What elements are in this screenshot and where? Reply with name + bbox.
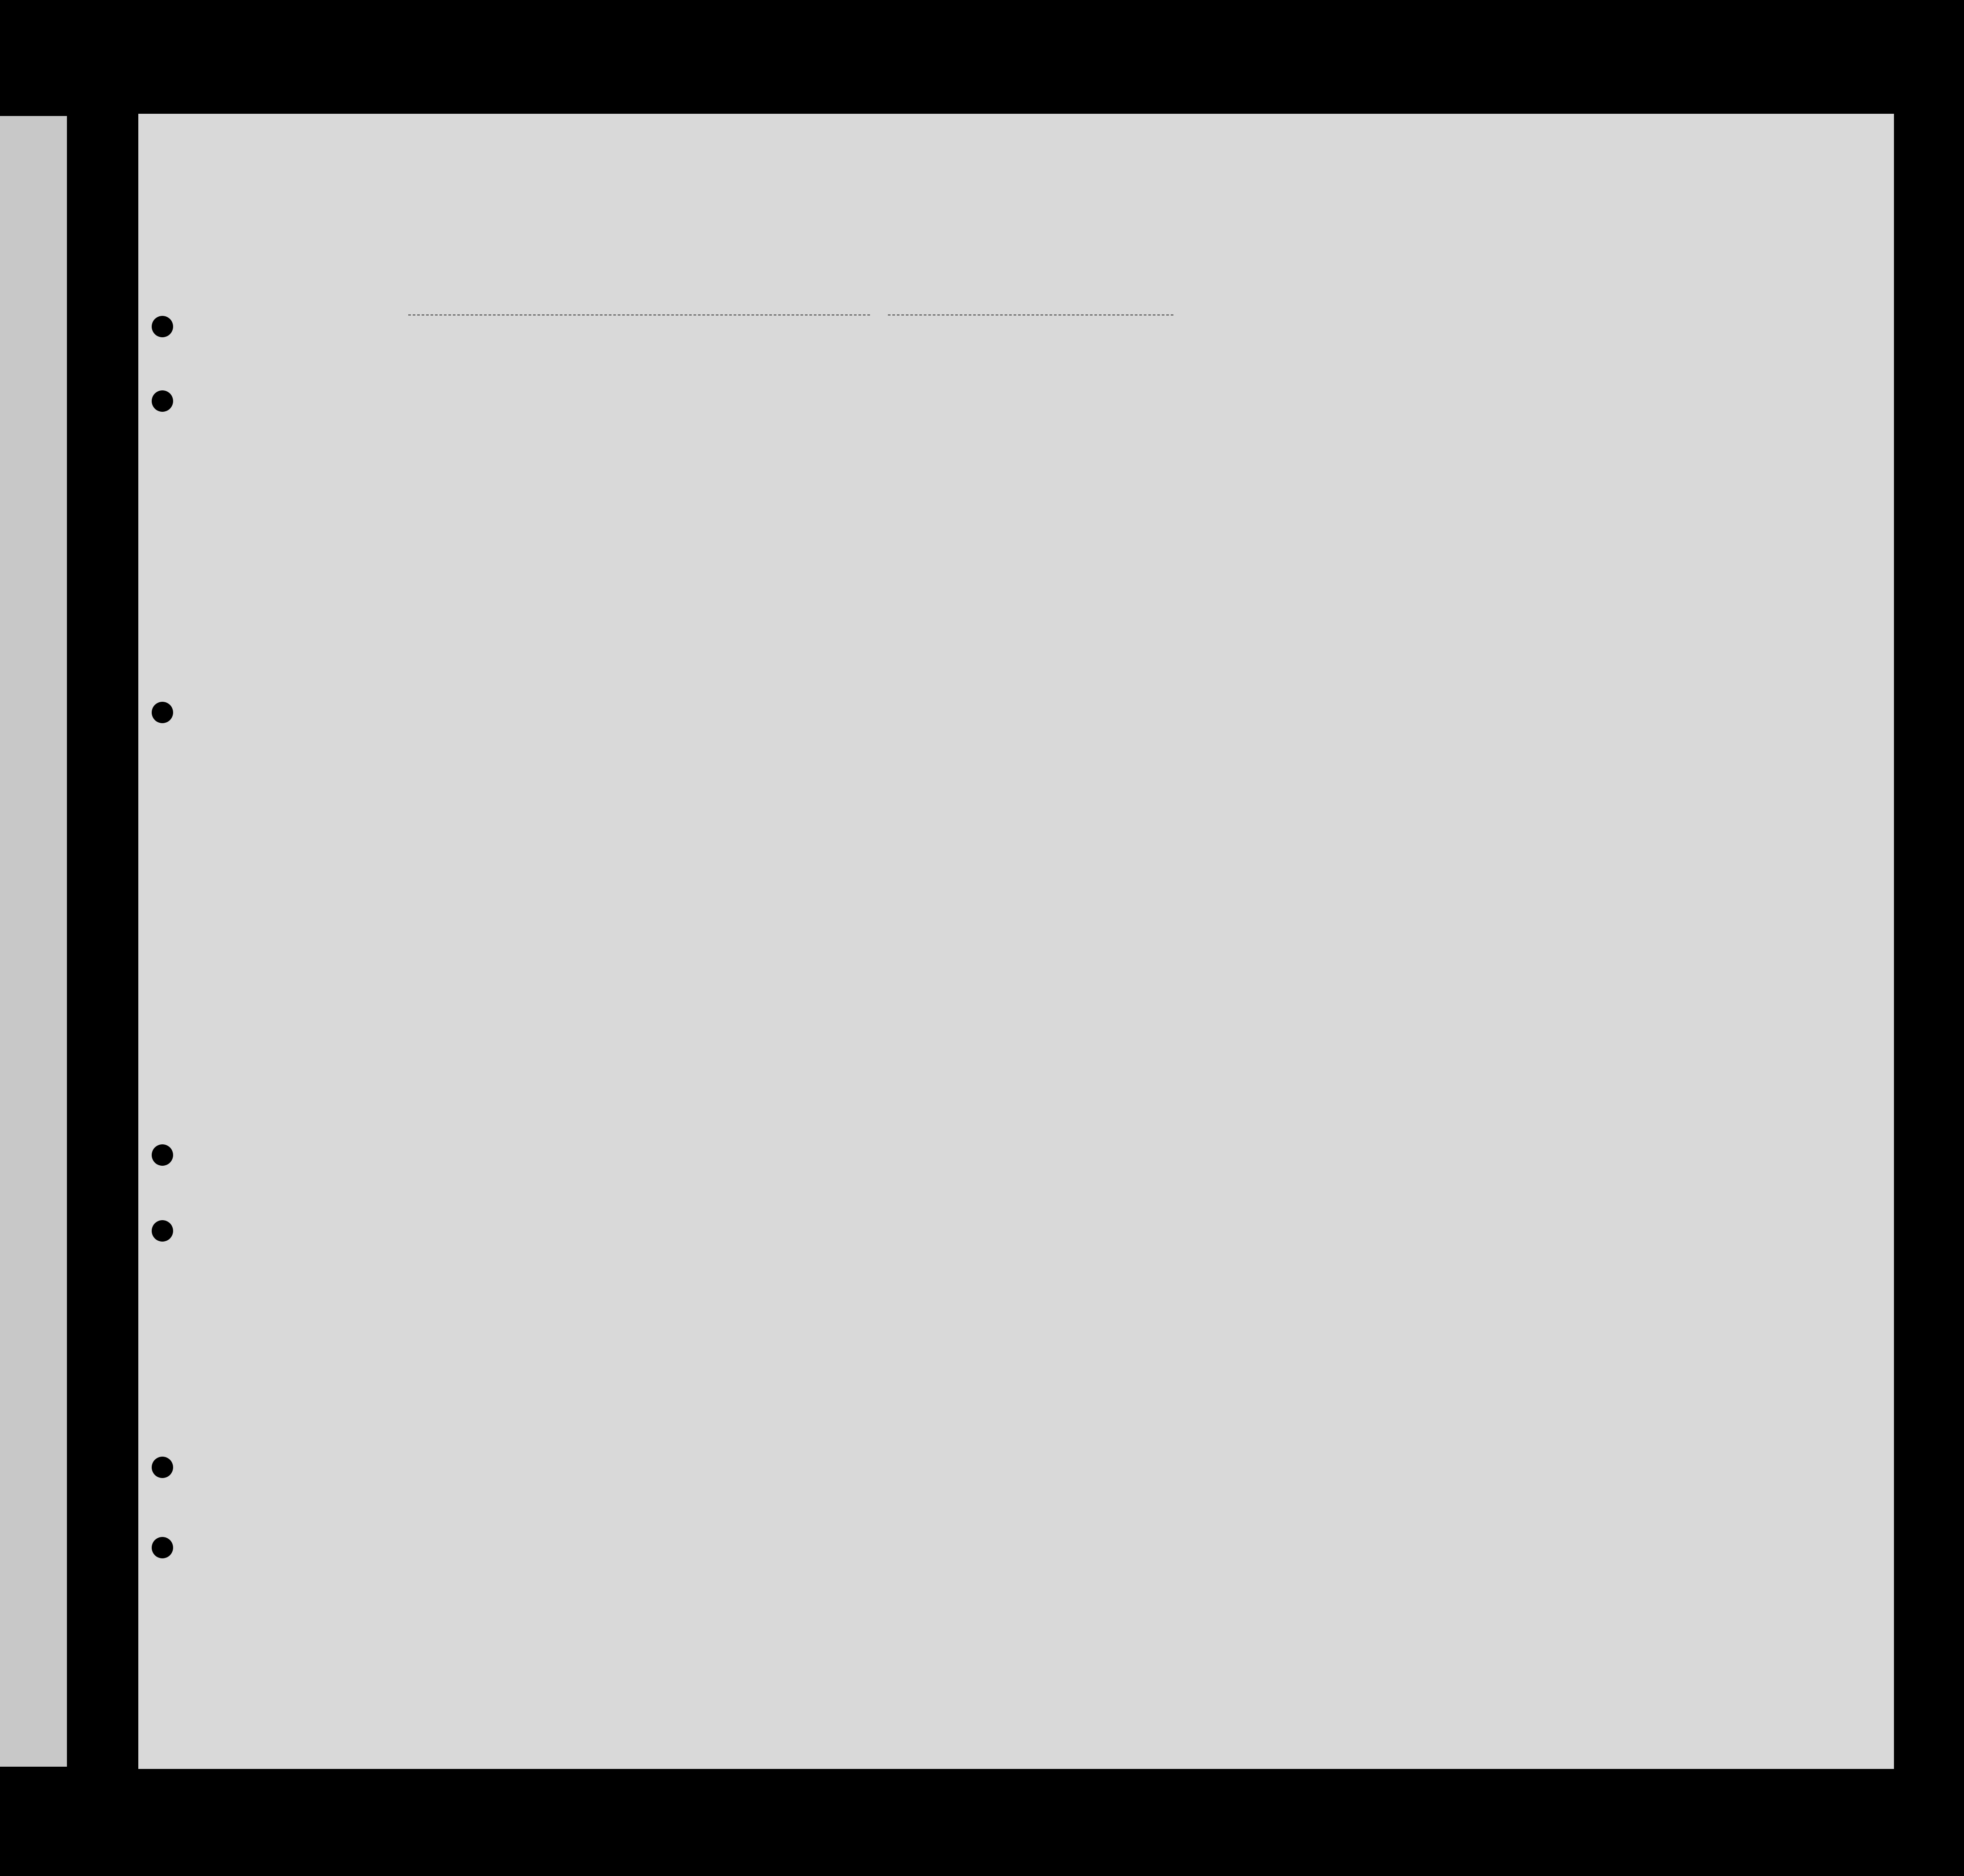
binder-hole xyxy=(152,1457,173,1478)
binder-hole xyxy=(100,1218,125,1243)
binder-hole xyxy=(100,1535,125,1560)
binder-hole xyxy=(152,1220,173,1242)
binder-hole xyxy=(100,1454,125,1479)
binder-hole xyxy=(152,390,173,412)
binder-hole xyxy=(152,316,173,337)
binder-hole xyxy=(100,388,125,413)
binder-hole xyxy=(100,1142,125,1167)
binder-hole xyxy=(152,1537,173,1558)
previous-page-edge xyxy=(0,116,67,1767)
manifest-page xyxy=(138,114,1894,1769)
binder-hole xyxy=(152,1144,173,1166)
binder-hole xyxy=(152,702,173,723)
binder-hole xyxy=(100,314,125,339)
binder-hole xyxy=(100,700,125,725)
